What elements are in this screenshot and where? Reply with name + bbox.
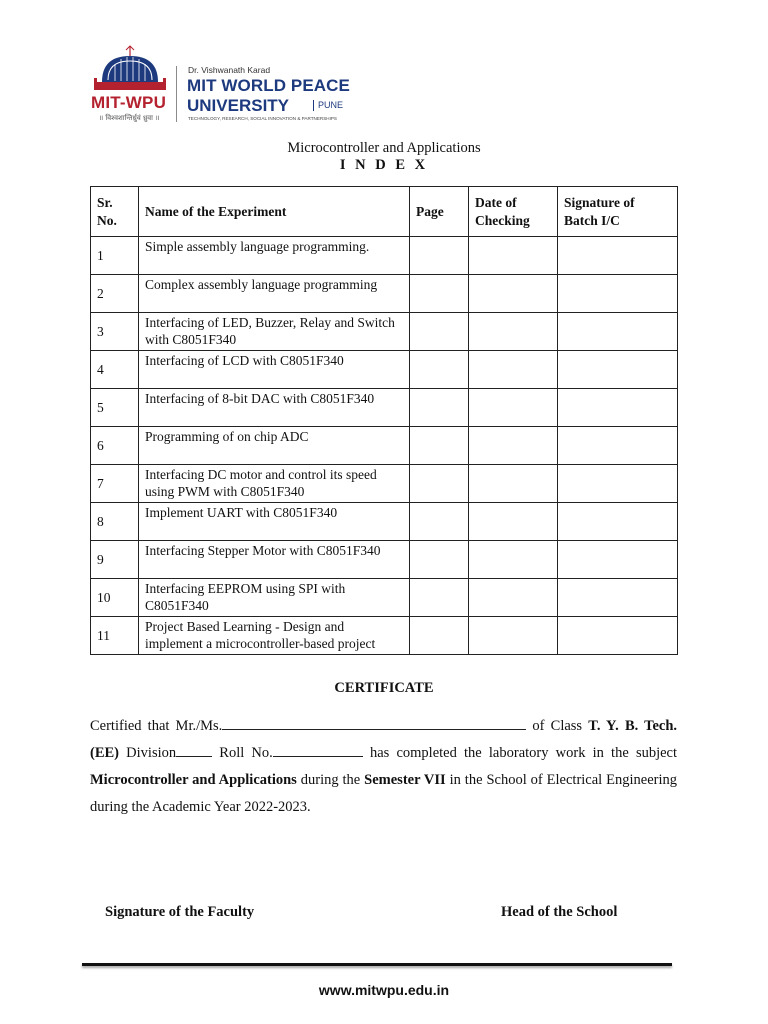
date-of-checking-cell [469,389,558,427]
row-number: 5 [91,389,139,427]
row-number: 3 [91,313,139,351]
signature-cell [558,503,678,541]
table-row [91,275,678,313]
signature-cell [558,541,678,579]
experiment-name: Interfacing DC motor and control its speed using PWM with C8051F340 [139,465,410,503]
faculty-signature-label: Signature of the Faculty [105,904,255,920]
university-tagline: TECHNOLOGY, RESEARCH, SOCIAL INNOVATION & PARTNERSHIPS [188,116,337,121]
date-of-checking-cell [469,617,558,655]
row-number: 7 [91,465,139,503]
table-row [91,427,678,465]
date-of-checking-cell [469,427,558,465]
cert-semester: Semester VII [364,772,446,788]
signature-cell [558,275,678,313]
city-label: PUNE [313,100,343,111]
signature-cell [558,579,678,617]
column-header-date: Date of Checking [469,187,558,237]
row-number: 11 [91,617,139,655]
signature-cell [558,389,678,427]
date-of-checking-cell [469,541,558,579]
certificate-title: CERTIFICATE [334,680,434,696]
class-name: T. Y. B. Tech. (EE) [90,718,678,761]
university-logo [90,44,390,124]
cert-text-4: Roll No. [212,745,273,761]
sanskrit-motto: ॥ विश्वशान्तिर्ध्रुवं ध्रुवा ॥ [99,114,160,122]
experiment-name: Interfacing of LCD with C8051F340 [139,351,410,389]
table-row [91,579,678,617]
date-of-checking-cell [469,313,558,351]
column-header-sr-no: Sr. No. [91,187,139,237]
page-cell [410,389,469,427]
table-row [91,617,678,655]
date-of-checking-cell [469,275,558,313]
page-cell [410,427,469,465]
experiment-name: Interfacing Stepper Motor with C8051F340 [139,541,410,579]
column-header-page: Page [410,187,469,237]
university-name-line2: UNIVERSITY [187,96,290,115]
signature-cell [558,313,678,351]
university-name-line1: MIT WORLD PEACE [187,76,350,95]
experiment-name: Interfacing of LED, Buzzer, Relay and Switch with C8051F340 [139,313,410,351]
row-number: 2 [91,275,139,313]
subject-title: Microcontroller and Applications [287,140,481,156]
experiment-name: Programming of on chip ADC [139,427,410,465]
signature-cell [558,351,678,389]
experiment-name: Implement UART with C8051F340 [139,503,410,541]
column-header-signature: Signature of Batch I/C [558,187,678,237]
page-cell [410,503,469,541]
founder-name: Dr. Vishwanath Karad [188,65,271,75]
experiment-name: Complex assembly language programming [139,275,410,313]
cert-text-1: Certified that Mr./Ms. [90,718,223,734]
page-cell [410,313,469,351]
page-cell [410,351,469,389]
cert-text-2: of Class [526,718,589,734]
date-of-checking-cell [469,579,558,617]
cert-text-3: Division [119,745,177,761]
head-signature-label: Head of the School [501,904,618,920]
table-row [91,313,678,351]
cert-text-7: in the School of Electrical Engineering during the Academic Year 2022-2023. [90,772,677,815]
mit-wpu-wordmark: MIT-WPU [91,93,167,112]
cert-text-6: during the [296,772,365,788]
cert-text-5: has completed the laboratory work in the subject [362,745,678,761]
website-url: www.mitwpu.edu.in [318,982,450,998]
certificate-text [90,713,677,821]
signature-cell [558,617,678,655]
experiment-name: Simple assembly language programming. [139,237,410,275]
page-cell [410,275,469,313]
date-of-checking-cell [469,237,558,275]
table-row [91,389,678,427]
experiment-index-table [90,186,678,655]
table-row [91,465,678,503]
page-cell [410,237,469,275]
table-row [91,541,678,579]
table-row [91,237,678,275]
footer-divider [82,963,672,966]
column-header-experiment: Name of the Experiment [139,187,410,237]
row-number: 8 [91,503,139,541]
row-number: 6 [91,427,139,465]
row-number: 10 [91,579,139,617]
table-header-row [91,187,678,237]
experiment-name: Interfacing EEPROM using SPI with C8051F340 [139,579,410,617]
page-cell [410,541,469,579]
experiment-name: Interfacing of 8-bit DAC with C8051F340 [139,389,410,427]
cert-subject: Microcontroller and Applications [90,772,297,788]
page-cell [410,465,469,503]
date-of-checking-cell [469,465,558,503]
row-number: 9 [91,541,139,579]
signature-cell [558,237,678,275]
table-row [91,351,678,389]
date-of-checking-cell [469,351,558,389]
student-name-blank [222,715,526,730]
division-blank [176,742,212,757]
table-row [91,503,678,541]
row-number: 4 [91,351,139,389]
signature-cell [558,465,678,503]
date-of-checking-cell [469,503,558,541]
index-title: I N D E X [339,157,429,173]
page-cell [410,617,469,655]
signature-cell [558,427,678,465]
row-number: 1 [91,237,139,275]
logo-divider [176,66,177,122]
roll-no-blank [273,742,363,757]
page-cell [410,579,469,617]
experiment-name: Project Based Learning - Design and implement a microcontroller-based project [139,617,410,655]
